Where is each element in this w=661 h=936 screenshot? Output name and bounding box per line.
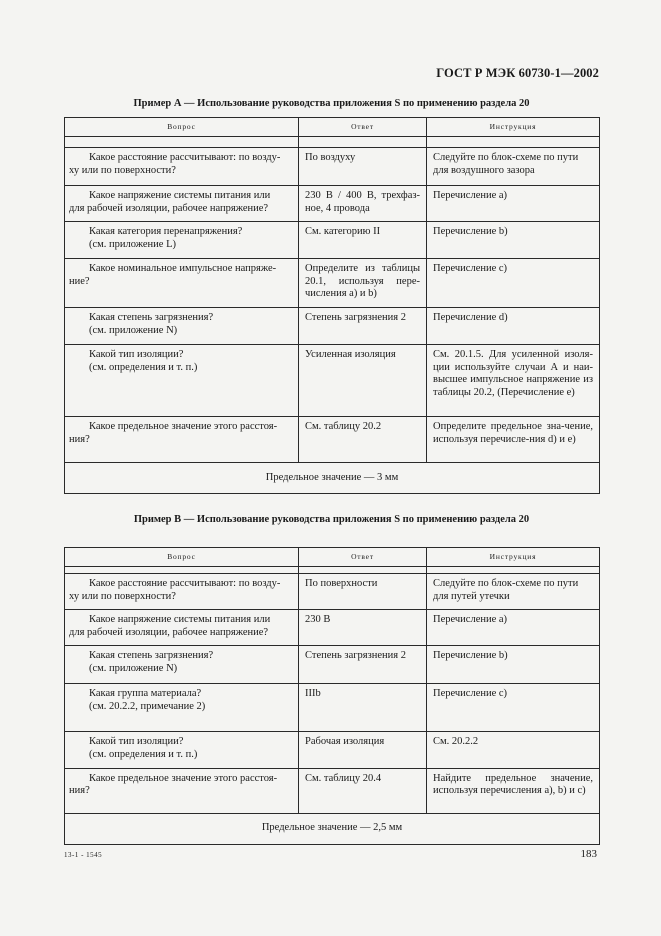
- limit-value-summary: Предельное значение — 3 мм: [65, 462, 600, 493]
- table-row: [65, 307, 600, 344]
- answer-cell: См. категорию II: [299, 222, 427, 259]
- instruction-cell: См. 20.2.2: [427, 732, 600, 768]
- question-line: (см. определения и т. п.): [89, 361, 198, 373]
- question-cell: [65, 610, 299, 646]
- question-line: Какая категория перенапряжения?: [89, 226, 243, 238]
- column-header-question: Вопрос: [65, 118, 299, 137]
- question-line: (см. 20.2.2, примечание 2): [89, 700, 206, 712]
- question-cell: [65, 646, 299, 684]
- header-row: [65, 118, 600, 137]
- question-line: ху или по поверхности?: [69, 590, 176, 602]
- answer-cell: По поверхности: [299, 574, 427, 610]
- question-line: Какое расстояние рассчитывают: по возду-: [89, 152, 281, 163]
- instruction-cell: Перечисление b): [427, 646, 600, 684]
- instruction-cell: Перечисление а): [427, 186, 600, 222]
- question-cell: [65, 344, 299, 416]
- question-line: Какое предельное значение этого расстоя-: [89, 772, 278, 784]
- instruction-cell: Перечисление с): [427, 259, 600, 308]
- question-line: для рабочей изоляции, рабочее напряжение?: [69, 626, 269, 638]
- question-line: ние?: [69, 275, 90, 287]
- table-row: [65, 222, 600, 259]
- answer-cell: 230 В: [299, 610, 427, 646]
- question-cell: [65, 148, 299, 186]
- limit-value-summary: Предельное значение — 2,5 мм: [65, 813, 600, 844]
- page-number: 183: [580, 848, 597, 860]
- question-line: Какое расстояние рассчитывают: по возду-: [89, 578, 281, 589]
- answer-cell: См. таблицу 20.2: [299, 416, 427, 462]
- question-cell: [65, 768, 299, 813]
- question-cell: [65, 684, 299, 732]
- column-header-question: Вопрос: [65, 548, 299, 567]
- question-line: Какое предельное значение этого расстоя-: [89, 420, 278, 432]
- table-a-caption: Пример А — Использование руководства приложения S по применению раздела 20: [133, 98, 530, 109]
- column-header-instruction: Инструкция: [427, 118, 600, 137]
- instruction-cell: Следуйте по блок-схеме по пути для воздушного зазора: [427, 148, 600, 186]
- question-line: Какая степень загрязнения?: [89, 650, 214, 662]
- answer-cell: IIIb: [299, 684, 427, 732]
- table-row: [65, 732, 600, 768]
- table-row: [65, 684, 600, 732]
- question-cell: [65, 307, 299, 344]
- answer-cell: Определите из таблицы 20.1, используя пере-числения а) и b): [299, 259, 427, 308]
- instruction-cell: См. 20.1.5. Для усиленной изоля-ции используйте случаи А и наи-высшее импульсное напряжение из таблицы 20.2, (Перечисление е): [427, 344, 600, 416]
- answer-cell: См. таблицу 20.4: [299, 768, 427, 813]
- question-line: (см. приложение L): [89, 238, 176, 250]
- column-header-answer: Ответ: [299, 118, 427, 137]
- question-line: ху или по поверхности?: [69, 164, 176, 176]
- table-row: [65, 148, 600, 186]
- instruction-cell: Следуйте по блок-схеме по пути для путей утечки: [427, 574, 600, 610]
- instruction-cell: Перечисление а): [427, 610, 600, 646]
- question-line: ния?: [69, 433, 90, 445]
- question-cell: [65, 222, 299, 259]
- answer-cell: Степень загрязнения 2: [299, 646, 427, 684]
- instruction-cell: Перечисление d): [427, 307, 600, 344]
- table-row: [65, 574, 600, 610]
- question-line: Какой тип изоляции?: [89, 348, 184, 360]
- question-cell: [65, 732, 299, 768]
- question-line: (см. приложение N): [89, 662, 178, 674]
- instruction-cell: Определите предельное зна-чение, используя перечисле-ния d) и е): [427, 416, 600, 462]
- column-header-answer: Ответ: [299, 548, 427, 567]
- print-code: 13-1 - 1545: [64, 851, 103, 859]
- question-line: Какой тип изоляции?: [89, 736, 184, 748]
- table-row: [65, 344, 600, 416]
- question-line: Какое номинальное импульсное напряже-: [89, 263, 277, 275]
- answer-cell: Степень загрязнения 2: [299, 307, 427, 344]
- question-line: ния?: [69, 785, 90, 797]
- table-row: [65, 768, 600, 813]
- question-line: для рабочей изоляции, рабочее напряжение?: [69, 202, 269, 214]
- example-a-table: [64, 117, 600, 494]
- question-cell: [65, 574, 299, 610]
- table-b-caption: Пример В — Использование руководства приложения S по применению раздела 20: [133, 514, 530, 525]
- question-line: Какая группа материала?: [89, 688, 202, 700]
- question-cell: [65, 416, 299, 462]
- summary-row: [65, 813, 600, 844]
- answer-cell: По воздуху: [299, 148, 427, 186]
- header-row: [65, 548, 600, 567]
- table-row: [65, 259, 600, 308]
- column-header-instruction: Инструкция: [427, 548, 600, 567]
- question-line: Какое напряжение системы питания или: [89, 190, 271, 201]
- instruction-cell: Найдите предельное значение, используя перечисления а), b) и с): [427, 768, 600, 813]
- table-row: [65, 646, 600, 684]
- answer-cell: Рабочая изоляция: [299, 732, 427, 768]
- instruction-cell: Перечисление с): [427, 684, 600, 732]
- answer-cell: 230 В / 400 В, трехфаз-ное, 4 провода: [299, 186, 427, 222]
- table-row: [65, 186, 600, 222]
- question-line: Какая степень загрязнения?: [89, 311, 214, 323]
- table-row: [65, 610, 600, 646]
- question-cell: [65, 186, 299, 222]
- answer-cell: Усиленная изоляция: [299, 344, 427, 416]
- standard-header: ГОСТ Р МЭК 60730-1—2002: [436, 66, 599, 80]
- example-b-table: [64, 547, 600, 845]
- question-line: (см. определения и т. п.): [89, 748, 198, 760]
- question-cell: [65, 259, 299, 308]
- question-line: Какое напряжение системы питания или: [89, 614, 271, 626]
- table-row: [65, 416, 600, 462]
- instruction-cell: Перечисление b): [427, 222, 600, 259]
- summary-row: [65, 462, 600, 493]
- question-line: (см. приложение N): [89, 324, 178, 336]
